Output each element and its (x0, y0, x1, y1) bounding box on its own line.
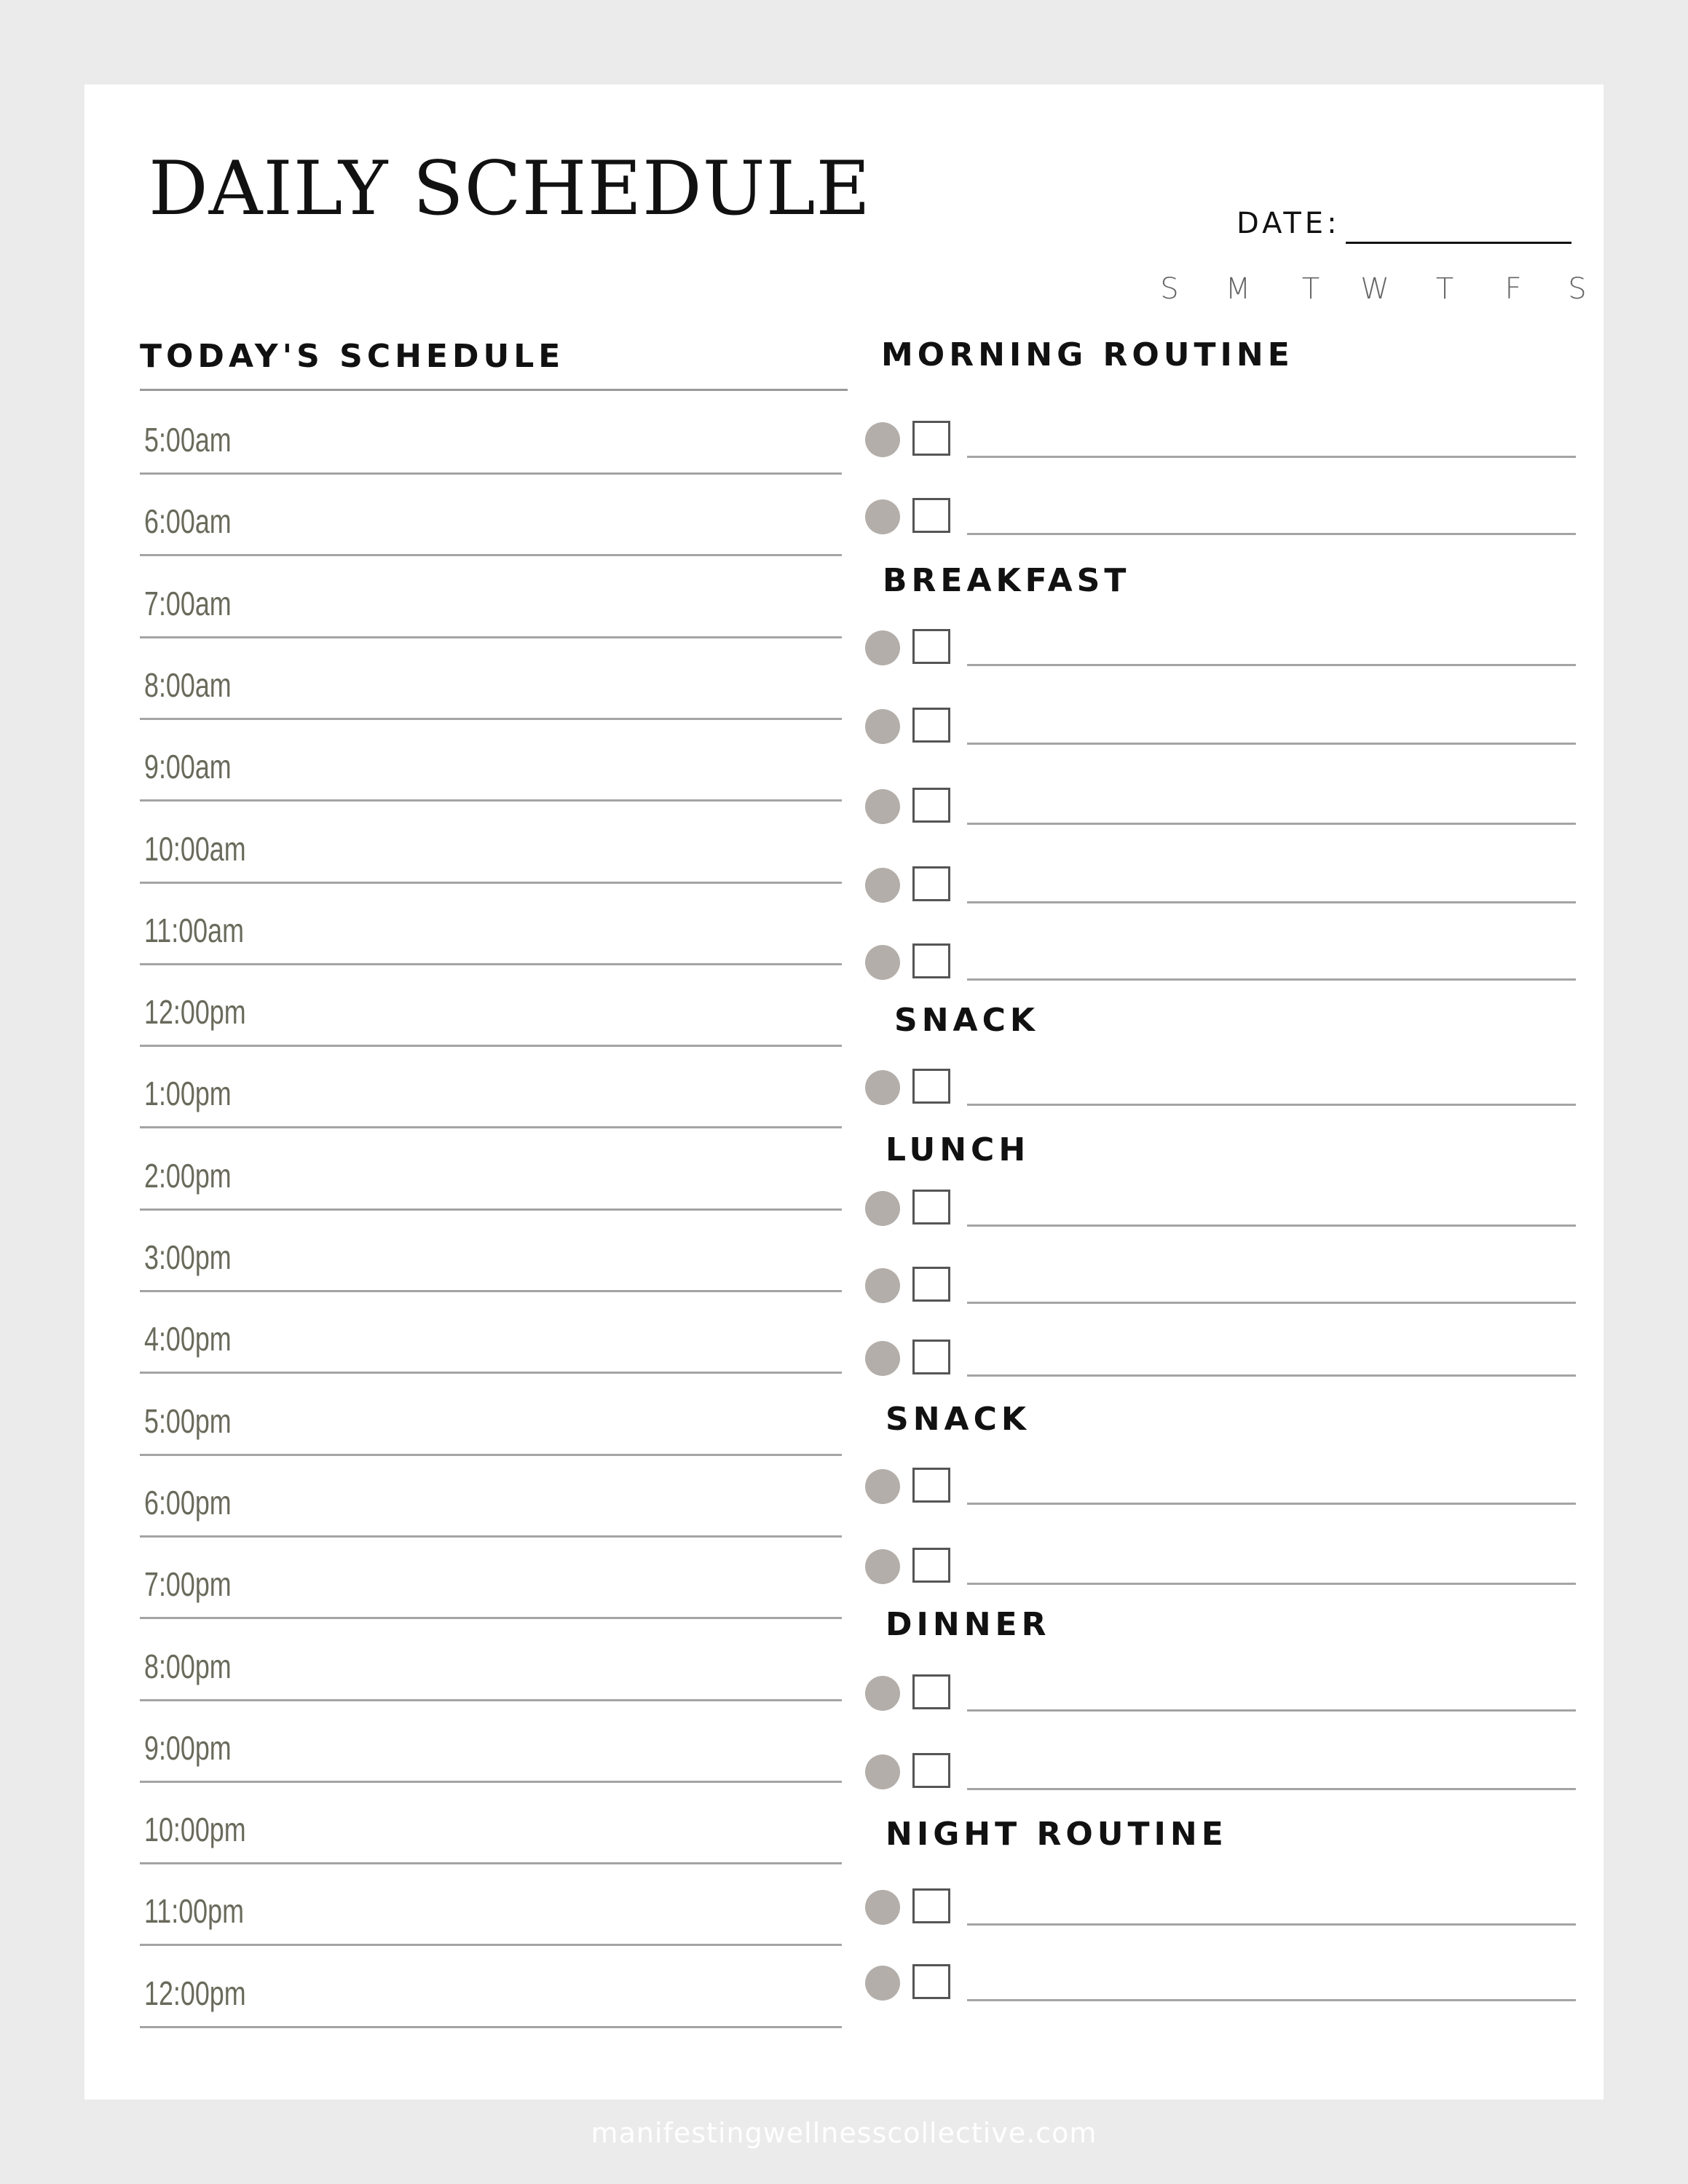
bullet-dot-icon (865, 1549, 900, 1584)
bullet-dot-icon (865, 1754, 900, 1789)
time-slot-label: 7:00am (144, 584, 232, 622)
routine-section-heading: SNACK (886, 1401, 1030, 1438)
time-slot-label: 4:00pm (144, 1320, 232, 1358)
time-slot-row[interactable] (140, 965, 842, 1047)
bullet-dot-icon (865, 499, 900, 534)
routine-task-item (865, 626, 1655, 670)
day-saturday[interactable]: S (1568, 272, 1587, 306)
routine-section-heading: DINNER (886, 1606, 1051, 1643)
footer-website: manifestingwellnesscollective.com (591, 2117, 1097, 2149)
time-slot-row[interactable] (140, 1292, 842, 1374)
time-slot-row[interactable] (140, 1864, 842, 1946)
routine-section-heading: SNACK (894, 1002, 1039, 1039)
task-entry-line[interactable] (967, 1999, 1576, 2001)
bullet-dot-icon (865, 1469, 900, 1504)
routine-task-item (865, 1337, 1655, 1380)
day-tuesday[interactable]: T (1301, 272, 1320, 306)
routine-task-item (865, 1264, 1655, 1307)
time-slot-row[interactable] (140, 1620, 842, 1701)
routine-section-heading: LUNCH (886, 1131, 1030, 1168)
routine-task-item (865, 1545, 1655, 1588)
task-checkbox[interactable] (912, 866, 950, 901)
planner-sheet (84, 84, 1604, 2100)
bullet-dot-icon (865, 630, 900, 665)
time-slot-label: 5:00pm (144, 1401, 232, 1440)
task-entry-line[interactable] (967, 1923, 1576, 1926)
task-checkbox[interactable] (912, 943, 950, 978)
time-slot-row[interactable] (140, 1456, 842, 1538)
time-slot-label: 12:00pm (144, 993, 246, 1032)
time-slot-row[interactable] (140, 1374, 842, 1456)
task-checkbox[interactable] (912, 498, 950, 533)
task-entry-line[interactable] (967, 978, 1576, 981)
time-slot-row[interactable] (140, 1129, 842, 1211)
time-slot-row[interactable] (140, 802, 842, 884)
task-entry-line[interactable] (967, 456, 1576, 458)
task-entry-line[interactable] (967, 533, 1576, 535)
bullet-dot-icon (865, 422, 900, 457)
time-slot-row[interactable] (140, 1783, 842, 1864)
task-checkbox[interactable] (912, 1753, 950, 1788)
time-slot-label: 9:00am (144, 748, 232, 786)
task-checkbox[interactable] (912, 1340, 950, 1374)
bullet-dot-icon (865, 1676, 900, 1711)
time-slot-row[interactable] (140, 1947, 842, 2028)
date-label: DATE: (1237, 207, 1341, 240)
task-checkbox[interactable] (912, 1267, 950, 1302)
day-friday[interactable]: F (1504, 272, 1522, 306)
routine-section-heading: NIGHT ROUTINE (886, 1816, 1228, 1853)
task-entry-line[interactable] (967, 1302, 1576, 1304)
time-slot-label: 6:00am (144, 502, 232, 541)
routine-task-item (865, 1066, 1655, 1109)
time-slot-row[interactable] (140, 1047, 842, 1128)
time-slot-label: 5:00am (144, 421, 232, 459)
task-checkbox[interactable] (912, 1674, 950, 1709)
time-slot-row[interactable] (140, 638, 842, 720)
date-field-line[interactable] (1346, 242, 1571, 244)
routine-task-item (865, 863, 1655, 907)
routine-task-item (865, 705, 1655, 748)
time-slot-label: 8:00pm (144, 1647, 232, 1685)
bullet-dot-icon (865, 1268, 900, 1303)
time-slot-row[interactable] (140, 1701, 842, 1783)
task-entry-line[interactable] (967, 664, 1576, 666)
time-slot-row[interactable] (140, 1211, 842, 1292)
page-title: DAILY SCHEDULE (149, 146, 871, 232)
task-checkbox[interactable] (912, 708, 950, 743)
bullet-dot-icon (865, 1070, 900, 1105)
bullet-dot-icon (865, 709, 900, 744)
time-slot-label: 2:00pm (144, 1156, 232, 1195)
task-entry-line[interactable] (967, 1224, 1576, 1227)
task-entry-line[interactable] (967, 901, 1576, 903)
schedule-heading-rule (140, 389, 848, 391)
time-slot-label: 6:00pm (144, 1483, 232, 1522)
routine-task-item (865, 941, 1655, 984)
task-entry-line[interactable] (967, 743, 1576, 745)
time-slot-label: 12:00pm (144, 1974, 246, 2012)
time-slot-label: 11:00pm (144, 1892, 244, 1931)
time-slot-label: 3:00pm (144, 1238, 232, 1276)
routine-task-item (865, 1187, 1655, 1230)
bullet-dot-icon (865, 789, 900, 824)
time-slot-row[interactable] (140, 393, 842, 475)
task-checkbox[interactable] (912, 1964, 950, 1999)
routine-task-item (865, 1465, 1655, 1508)
weekday-selector (1148, 272, 1614, 316)
schedule-heading: TODAY'S SCHEDULE (140, 338, 565, 375)
day-thursday[interactable]: T (1435, 272, 1454, 306)
time-slot-row[interactable] (140, 884, 842, 965)
time-slot-label: 9:00pm (144, 1728, 232, 1767)
bullet-dot-icon (865, 1341, 900, 1376)
task-checkbox[interactable] (912, 788, 950, 823)
routine-task-item (865, 785, 1655, 828)
task-entry-line[interactable] (967, 1374, 1576, 1377)
bullet-dot-icon (865, 1890, 900, 1925)
task-checkbox[interactable] (912, 1548, 950, 1583)
task-checkbox[interactable] (912, 1888, 950, 1923)
time-slot-label: 10:00am (144, 829, 246, 868)
task-entry-line[interactable] (967, 1788, 1576, 1790)
time-slot-label: 10:00pm (144, 1811, 246, 1849)
task-checkbox[interactable] (912, 421, 950, 456)
time-slot-row[interactable] (140, 1538, 842, 1619)
day-monday[interactable]: M (1225, 272, 1251, 306)
task-entry-line[interactable] (967, 823, 1576, 825)
day-wednesday[interactable]: W (1360, 272, 1389, 306)
task-entry-line[interactable] (967, 1583, 1576, 1585)
task-checkbox[interactable] (912, 1190, 950, 1224)
time-slot-label: 11:00am (144, 911, 244, 949)
time-slot-row[interactable] (140, 475, 842, 556)
routine-task-item (865, 1750, 1655, 1794)
task-entry-line[interactable] (967, 1104, 1576, 1106)
bullet-dot-icon (865, 868, 900, 903)
routine-task-item (865, 1671, 1655, 1715)
routine-task-item (865, 495, 1655, 539)
task-checkbox[interactable] (912, 1468, 950, 1503)
routine-task-item (865, 1961, 1655, 2005)
task-entry-line[interactable] (967, 1709, 1576, 1712)
task-checkbox[interactable] (912, 629, 950, 664)
routine-section-heading: BREAKFAST (883, 562, 1131, 599)
time-slot-row[interactable] (140, 720, 842, 802)
task-checkbox[interactable] (912, 1069, 950, 1104)
time-slot-label: 7:00pm (144, 1565, 232, 1604)
time-slot-label: 1:00pm (144, 1075, 232, 1113)
bullet-dot-icon (865, 945, 900, 980)
time-slot-row[interactable] (140, 557, 842, 638)
routine-task-item (865, 418, 1655, 462)
bullet-dot-icon (865, 1191, 900, 1226)
routine-task-item (865, 1886, 1655, 1929)
time-slot-label: 8:00am (144, 665, 232, 704)
routine-section-heading: MORNING ROUTINE (881, 336, 1294, 373)
day-sunday[interactable]: S (1160, 272, 1179, 306)
bullet-dot-icon (865, 1966, 900, 2001)
task-entry-line[interactable] (967, 1503, 1576, 1505)
